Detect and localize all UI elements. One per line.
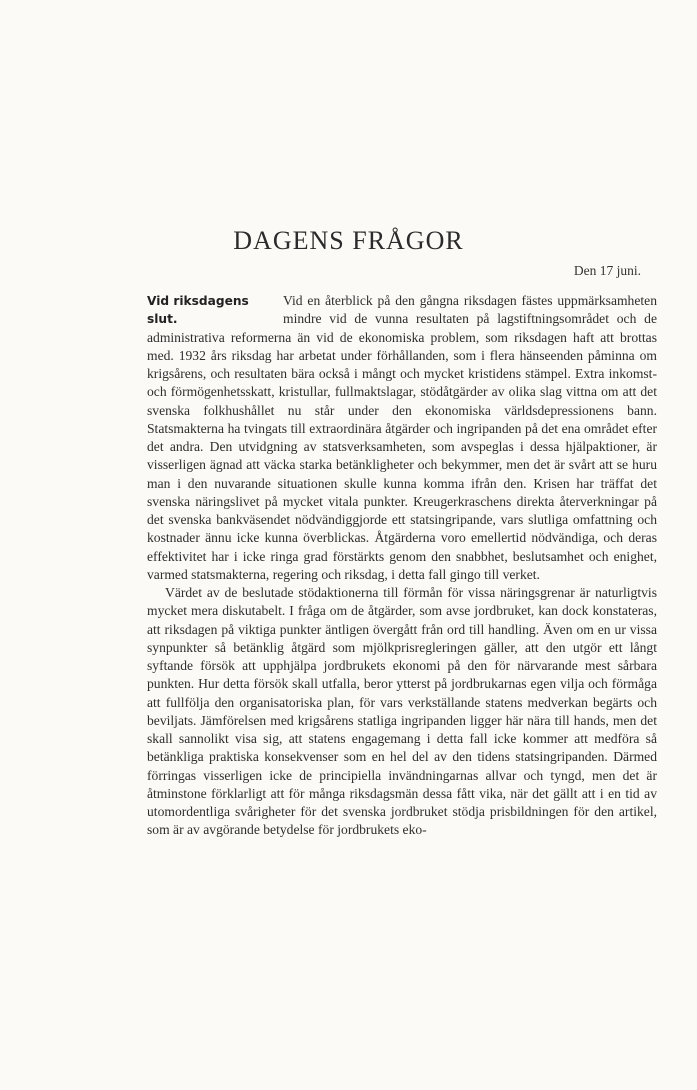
- article-body: [147, 292, 657, 840]
- paragraph-1: Vid en återblick på den gångna riksdagen fästes uppmärksamheten mindre vid de vunna resultaten på lagstiftningsområdet och de administrativa reformerna än vid de ekonomiska problem, som riksdagen haft att brottas med. 1932 års riksdag har arbetat under förhållanden, som i flera hänseenden påminna om krigsårens, och resultaten bära också i mångt och mycket kristidens stämpel. Extra inkomst- och förmögenhetsskatt, kristullar, fullmaktslagar, stödåtgärder av olika slag vittna om att det svenska folkhushållet nu står under den ekonomiska världsdepressionens bann. Statsmakterna ha tvingats till extraordinära åtgärder och ingripanden på det ena området efter det andra. Den utvidgning av statsverksamheten, som avspeglas i dessa hjälpaktioner, är visserligen ägnad att väcka starka betänkligheter och bekymmer, men det är svårt att se huru man i den nuvarande situationen skulle kunna komma ifrån den. Krisen har träffat det svenska näringslivet på mycket vitala punkter. Kreugerkraschens direkta återverkningar på det svenska bankväsendet nödvändiggjorde ett statsingripande, vars slutliga omfattning och kostnader ännu icke kunna överblickas. Åtgärderna voro emellertid nödvändiga, och deras effektivitet har i icke ringa grad förstärkts genom den snabbhet, beslutsamhet och enighet, varmed statsmakterna, regering och riksdag, i detta fall gingo till verket.: [147, 293, 657, 582]
- paragraph-2: Värdet av de beslutade stödaktionerna till förmån för vissa näringsgrenar är naturligtvis mycket mera diskutabelt. I fråga om de åtgärder, som avse jordbruket, kan dock konstateras, att riksdagen på viktiga punkter äntligen övergått från ord till handling. Även om en ur vissa synpunkter så betänklig åtgärd som mjölkprisregleringen gäller, att den utgör ett långt syftande försök att upphjälpa jordbrukets ekonomi på den för närvarande mest sårbara punkten. Hur detta försök skall utfalla, beror ytterst på jordbrukarnas egen vilja och förmåga att fullfölja den organisatoriska plan, för vars verkställande statens medverkan begärts och beviljats. Jämförelsen med krigsårens statliga ingripanden ligger här nära till hands, men det skall sannolikt visa sig, att statens engagemang i detta fall icke kommer att medföra så betänkliga praktiska konsekvenser som en hel del av den tidens statsingripanden. Därmed förringas visserligen icke de principiella invändningarnas allvar och tyngd, men det är åtminstone förklarligt att för många riksdagsmän dessa fått vika, när det gällt att i en tid av utomordentliga svårigheter för det svenska jordbruket stödja prisbildningen för den artikel, som är av avgörande betydelse för jordbrukets eko-: [147, 585, 657, 838]
- date-line: Den 17 juni.: [573, 263, 641, 278]
- side-heading: [147, 292, 275, 329]
- side-heading-line-2: slut.: [147, 312, 178, 327]
- side-heading-line-1: Vid riksdagens: [147, 294, 249, 308]
- page-title: DAGENS FRÅGOR: [233, 226, 464, 255]
